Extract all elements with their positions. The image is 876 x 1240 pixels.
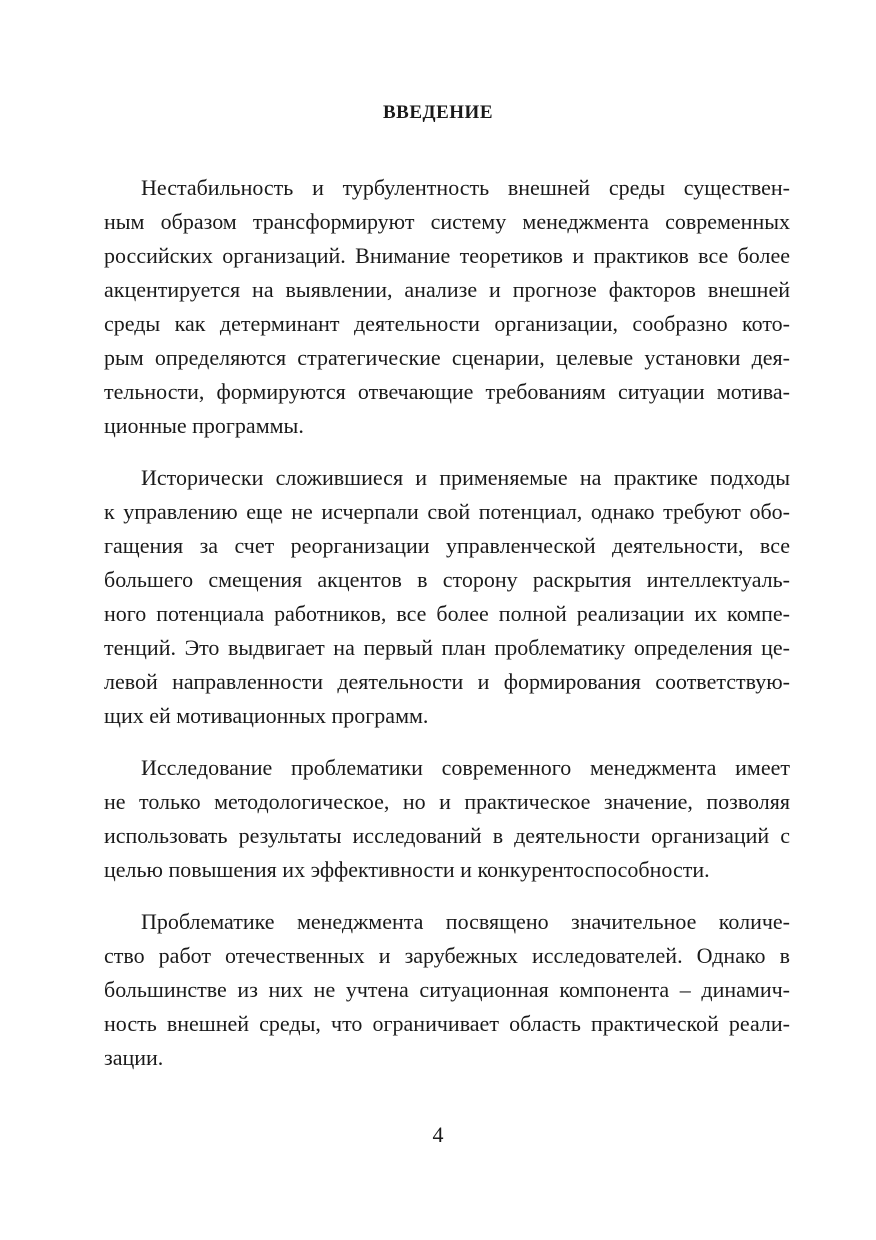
text-line: большинстве из них не учтена ситуационная компонента – динамич-: [104, 977, 790, 1002]
text-line: российских организаций. Внимание теоретиков и практиков все более: [104, 243, 790, 268]
text-line: использовать результаты исследований в деятельности организаций с: [104, 823, 790, 848]
text-line: ного потенциала работников, все более полной реализации их компе-: [104, 601, 790, 626]
text-line: рым определяются стратегические сценарии, целевые установки дея-: [104, 345, 790, 370]
text-line: ство работ отечественных и зарубежных исследователей. Однако в: [104, 943, 790, 968]
text-line: ность внешней среды, что ограничивает область практической реали-: [104, 1011, 790, 1036]
paragraph-1: [104, 171, 790, 443]
text-line: целью повышения их эффективности и конкурентоспособности.: [104, 857, 710, 882]
text-line: зации.: [104, 1045, 164, 1070]
text-line: большего смещения акцентов в сторону раскрытия интеллектуаль-: [104, 567, 790, 592]
text-line: щих ей мотивационных программ.: [104, 703, 429, 728]
paragraph-4: [104, 905, 790, 1075]
text-line: среды как детерминант деятельности организации, сообразно кото-: [104, 311, 790, 336]
text-line: Нестабильность и турбулентность внешней среды существен-: [141, 175, 790, 200]
text-line: ным образом трансформируют систему менеджмента современных: [104, 209, 790, 234]
text-line: Исторически сложившиеся и применяемые на практике подходы: [141, 465, 790, 490]
text-line: тенций. Это выдвигает на первый план проблематику определения це-: [104, 635, 790, 660]
paragraph-2: [104, 461, 790, 733]
text-line: тельности, формируются отвечающие требованиям ситуации мотива-: [104, 379, 790, 404]
text-line: акцентируется на выявлении, анализе и прогнозе факторов внешней: [104, 277, 790, 302]
text-line: гащения за счет реорганизации управленческой деятельности, все: [104, 533, 790, 558]
text-line: Исследование проблематики современного менеджмента имеет: [141, 755, 790, 780]
text-line: Проблематике менеджмента посвящено значительное количе-: [141, 909, 790, 934]
page-title: ВВЕДЕНИЕ: [383, 102, 493, 123]
page-number: 4: [432, 1122, 444, 1147]
text-line: к управлению еще не исчерпали свой потенциал, однако требуют обо-: [104, 499, 790, 524]
body-text: [104, 171, 790, 1093]
paragraph-3: [104, 751, 790, 887]
text-line: не только методологическое, но и практическое значение, позволяя: [104, 789, 790, 814]
text-line: левой направленности деятельности и формирования соответствую-: [104, 669, 790, 694]
text-line: ционные программы.: [104, 413, 304, 438]
